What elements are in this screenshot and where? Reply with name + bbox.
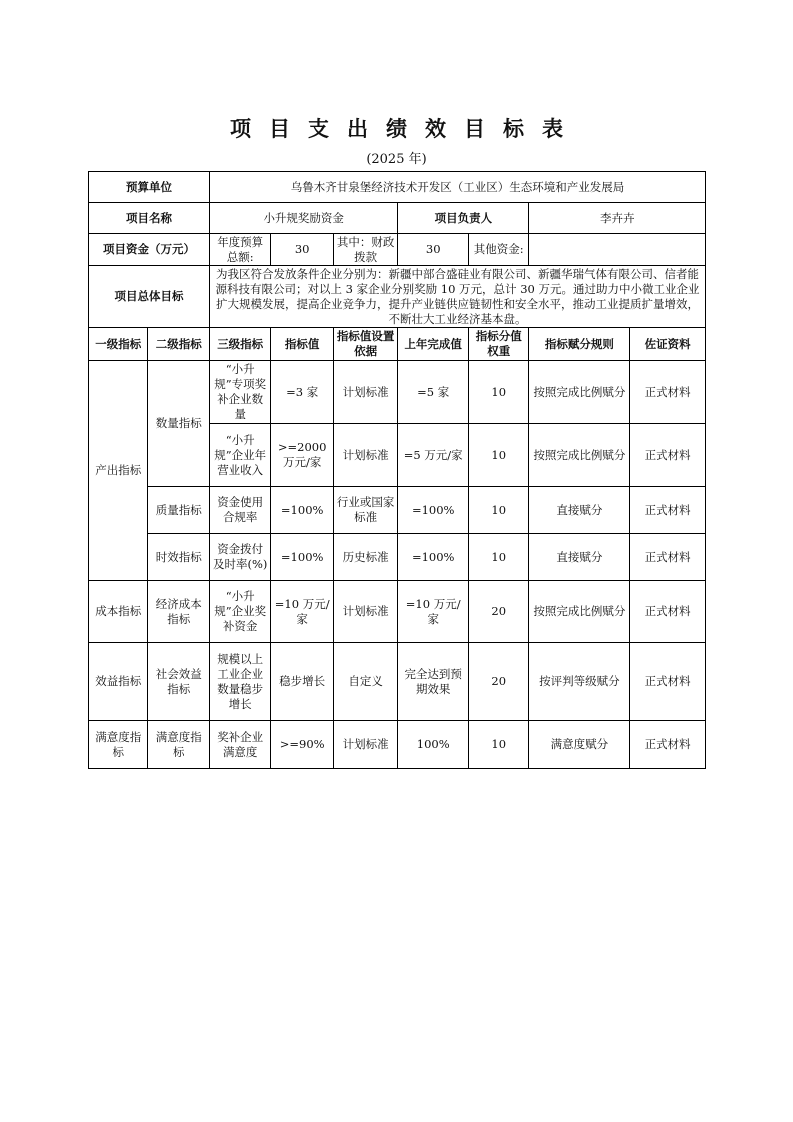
table-row <box>89 534 706 581</box>
column-header: 一级指标 <box>89 328 148 361</box>
column-header: 指标值 <box>271 328 333 361</box>
indicator-weight: 10 <box>468 534 528 581</box>
level2-quality: 质量指标 <box>148 487 209 534</box>
scoring-rule: 按照完成比例赋分 <box>529 424 630 487</box>
level3-indicator: 资金拨付及时率(%) <box>209 534 270 581</box>
indicator-basis: 行业或国家标准 <box>333 487 398 534</box>
other-funds-value <box>529 234 706 266</box>
last-year-value: =5 万元/家 <box>398 424 469 487</box>
column-header: 佐证资料 <box>630 328 706 361</box>
indicator-weight: 20 <box>468 581 528 643</box>
indicator-value: =100% <box>271 487 333 534</box>
level2-quantity: 数量指标 <box>148 361 209 487</box>
last-year-value: =100% <box>398 487 469 534</box>
project-funds-row <box>89 234 706 266</box>
evidence: 正式材料 <box>630 487 706 534</box>
indicator-value: 稳步增长 <box>271 643 333 721</box>
level3-indicator: 资金使用合规率 <box>209 487 270 534</box>
table-row <box>89 721 706 769</box>
project-funds-label: 项目资金（万元） <box>89 234 210 266</box>
indicator-value: =3 家 <box>271 361 333 424</box>
indicator-weight: 10 <box>468 721 528 769</box>
indicator-value: =100% <box>271 534 333 581</box>
scoring-rule: 按照完成比例赋分 <box>529 581 630 643</box>
level3-indicator: “小升规”企业奖补资金 <box>209 581 270 643</box>
performance-table <box>88 171 706 769</box>
indicator-weight: 20 <box>468 643 528 721</box>
evidence: 正式材料 <box>630 424 706 487</box>
fiscal-allocation-label: 其中：财政拨款 <box>333 234 398 266</box>
scoring-rule: 按评判等级赋分 <box>529 643 630 721</box>
level2-economic-cost: 经济成本指标 <box>148 581 209 643</box>
column-header: 指标分值权重 <box>468 328 528 361</box>
last-year-value: =5 家 <box>398 361 469 424</box>
last-year-value: 100% <box>398 721 469 769</box>
column-header: 指标值设置依据 <box>333 328 398 361</box>
indicator-basis: 自定义 <box>333 643 398 721</box>
evidence: 正式材料 <box>630 361 706 424</box>
budget-unit-label: 预算单位 <box>89 172 210 203</box>
last-year-value: =100% <box>398 534 469 581</box>
level2-social-benefit: 社会效益指标 <box>148 643 209 721</box>
last-year-value: 完全达到预期效果 <box>398 643 469 721</box>
indicator-basis: 计划标准 <box>333 424 398 487</box>
table-row <box>89 643 706 721</box>
indicator-basis: 计划标准 <box>333 361 398 424</box>
other-funds-label: 其他资金: <box>468 234 528 266</box>
overall-goal-text: 为我区符合发放条件企业分别为：新疆中部合盛硅业有限公司、新疆华瑞气体有限公司、信者能源科技有限公司；对以上 3 家企业分别奖励 10 万元，总计 30 万元。通过助力中小微工业企业扩大规模发展，提高企业竞争力，提升产业链供应链韧性和安全水平，推动工业提质扩量增效，不断壮大工业经济基本盘。 <box>209 266 705 328</box>
annual-budget-label: 年度预算总额: <box>209 234 270 266</box>
indicator-weight: 10 <box>468 487 528 534</box>
project-name-label: 项目名称 <box>89 203 210 234</box>
project-name-value: 小升规奖励资金 <box>209 203 397 234</box>
column-header: 指标赋分规则 <box>529 328 630 361</box>
scoring-rule: 直接赋分 <box>529 487 630 534</box>
level3-indicator: 规模以上工业企业数量稳步增长 <box>209 643 270 721</box>
indicator-basis: 历史标准 <box>333 534 398 581</box>
budget-unit-value: 乌鲁木齐甘泉堡经济技术开发区（工业区）生态环境和产业发展局 <box>209 172 705 203</box>
project-leader-value: 李卉卉 <box>529 203 706 234</box>
level3-indicator: “小升规”专项奖补企业数量 <box>209 361 270 424</box>
level3-indicator: 奖补企业满意度 <box>209 721 270 769</box>
level2-satisfaction: 满意度指标 <box>148 721 209 769</box>
table-row <box>89 487 706 534</box>
project-leader-label: 项目负责人 <box>398 203 529 234</box>
column-header-row <box>89 328 706 361</box>
indicator-value: >=90% <box>271 721 333 769</box>
level2-timeliness: 时效指标 <box>148 534 209 581</box>
indicator-basis: 计划标准 <box>333 721 398 769</box>
indicator-basis: 计划标准 <box>333 581 398 643</box>
last-year-value: =10 万元/家 <box>398 581 469 643</box>
page-title: 项目支出绩效目标表 <box>230 117 581 141</box>
indicator-value: =10 万元/家 <box>271 581 333 643</box>
fiscal-allocation-value: 30 <box>398 234 469 266</box>
project-name-row <box>89 203 706 234</box>
level1-output: 产出指标 <box>89 361 148 581</box>
overall-goal-label: 项目总体目标 <box>89 266 210 328</box>
evidence: 正式材料 <box>630 534 706 581</box>
scoring-rule: 按照完成比例赋分 <box>529 361 630 424</box>
evidence: 正式材料 <box>630 643 706 721</box>
scoring-rule: 满意度赋分 <box>529 721 630 769</box>
annual-budget-value: 30 <box>271 234 333 266</box>
overall-goal-row <box>89 266 706 328</box>
column-header: 二级指标 <box>148 328 209 361</box>
indicator-weight: 10 <box>468 361 528 424</box>
level3-indicator: “小升规”企业年营业收入 <box>209 424 270 487</box>
column-header: 上年完成值 <box>398 328 469 361</box>
table-row <box>89 581 706 643</box>
indicator-weight: 10 <box>468 424 528 487</box>
level1-satisfaction: 满意度指标 <box>89 721 148 769</box>
table-row <box>89 361 706 424</box>
scoring-rule: 直接赋分 <box>529 534 630 581</box>
year-label: (2025 年) <box>366 152 427 167</box>
evidence: 正式材料 <box>630 721 706 769</box>
level1-benefit: 效益指标 <box>89 643 148 721</box>
indicator-value: >=2000 万元/家 <box>271 424 333 487</box>
column-header: 三级指标 <box>209 328 270 361</box>
budget-unit-row <box>89 172 706 203</box>
level1-cost: 成本指标 <box>89 581 148 643</box>
evidence: 正式材料 <box>630 581 706 643</box>
